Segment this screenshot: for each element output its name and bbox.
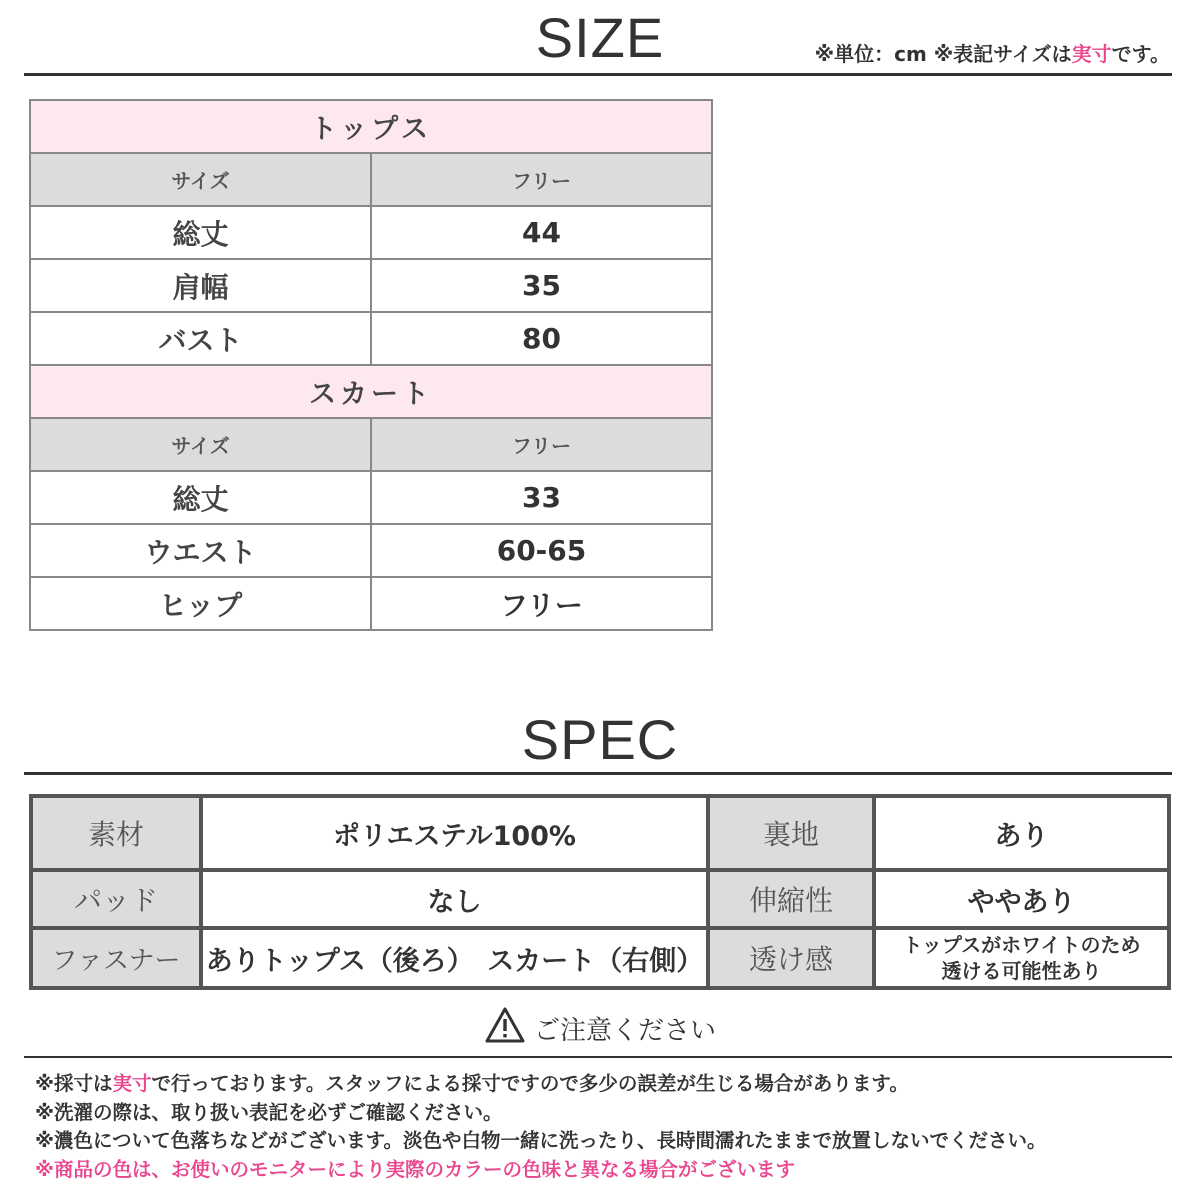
group-header-skirt: スカート <box>30 365 712 418</box>
size-header-label: サイズ <box>30 153 371 206</box>
group-header-tops: トップス <box>30 100 712 153</box>
caution-divider <box>24 1056 1172 1058</box>
note-highlight: 実寸 <box>112 1072 152 1095</box>
spec-label-stretch: 伸縮性 <box>708 870 874 928</box>
size-table <box>29 99 713 631</box>
size-header-value: フリー <box>371 418 712 471</box>
spec-row <box>31 870 1169 928</box>
note-text: ※ <box>35 1157 54 1181</box>
spec-value-sheerness <box>874 928 1169 988</box>
caution-heading <box>0 1006 1200 1051</box>
group-header-row <box>30 365 712 418</box>
caution-note: ※濃色について色落ちなどがございます。淡色や白物一緒に洗ったり、長時間濡れたままで放置しないでください。 <box>35 1129 1047 1152</box>
warning-triangle-icon <box>484 1006 526 1051</box>
note-text: で行っております。スタッフによる採寸ですので多少の誤差が生じる場合があります。 <box>151 1072 909 1095</box>
row-value: 60-65 <box>371 524 712 577</box>
spec-value-lining: あり <box>874 796 1169 870</box>
spec-row <box>31 796 1169 870</box>
row-value: 44 <box>371 206 712 259</box>
spec-label-sheerness: 透け感 <box>708 928 874 988</box>
spec-label-zipper: ファスナー <box>31 928 201 988</box>
table-row <box>30 206 712 259</box>
unit-note-suffix: です。 <box>1111 42 1170 66</box>
spec-label-material: 素材 <box>31 796 201 870</box>
note-highlight: 商品の色は、お使いのモニターにより実際のカラーの色味と異なる場合がございます <box>53 1157 795 1181</box>
size-header-row <box>30 153 712 206</box>
size-divider <box>24 73 1172 76</box>
spec-table <box>29 794 1171 990</box>
group-header-row <box>30 100 712 153</box>
table-row <box>30 471 712 524</box>
spec-label-pad: パッド <box>31 870 201 928</box>
row-label: 総丈 <box>30 471 371 524</box>
spec-section-title: SPEC <box>521 708 679 771</box>
size-section-title: SIZE <box>535 6 665 69</box>
caution-note <box>35 1156 1185 1185</box>
table-row <box>30 524 712 577</box>
row-label: ヒップ <box>30 577 371 630</box>
row-value: 80 <box>371 312 712 365</box>
spec-label-lining: 裏地 <box>708 796 874 870</box>
spec-value-zipper: ありトップス（後ろ） スカート（右側） <box>201 928 708 988</box>
sheerness-line-2: 透ける可能性あり <box>941 959 1102 983</box>
caution-heading-text: ご注意ください <box>533 1016 716 1046</box>
table-row <box>30 312 712 365</box>
spec-divider <box>24 772 1172 775</box>
table-row <box>30 259 712 312</box>
caution-note <box>35 1070 1185 1099</box>
row-label: 肩幅 <box>30 259 371 312</box>
size-header-row <box>30 418 712 471</box>
spec-value-pad: なし <box>201 870 708 928</box>
row-label: 総丈 <box>30 206 371 259</box>
spec-value-stretch: ややあり <box>874 870 1169 928</box>
note-text: ※採寸は <box>35 1072 113 1095</box>
row-label: バスト <box>30 312 371 365</box>
spec-row <box>31 928 1169 988</box>
row-label: ウエスト <box>30 524 371 577</box>
row-value: フリー <box>371 577 712 630</box>
size-header-label: サイズ <box>30 418 371 471</box>
unit-note-highlight: 実寸 <box>1071 42 1112 66</box>
size-header-value: フリー <box>371 153 712 206</box>
table-row <box>30 577 712 630</box>
spec-value-material: ポリエステル100% <box>201 796 708 870</box>
unit-note-prefix: ※単位：cm ※表記サイズは <box>814 42 1072 66</box>
row-value: 33 <box>371 471 712 524</box>
caution-notes <box>35 1070 1185 1184</box>
caution-note: ※洗濯の際は、取り扱い表記を必ずご確認ください。 <box>35 1100 503 1124</box>
unit-note <box>815 38 1170 67</box>
row-value: 35 <box>371 259 712 312</box>
sheerness-line-1: トップスがホワイトのため <box>902 933 1141 957</box>
